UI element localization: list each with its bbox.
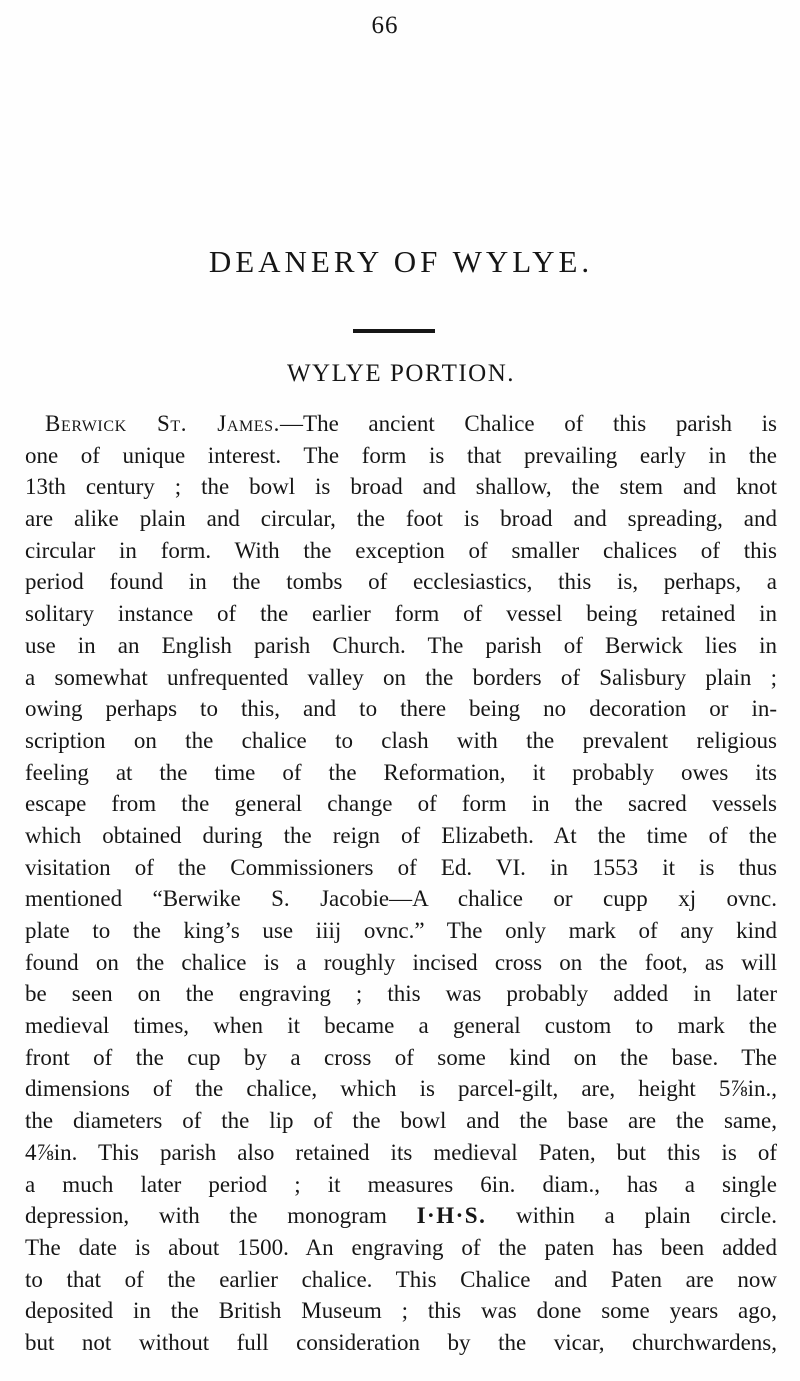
text-segment: visitation of the Commissioners of Ed. VI. in 1553 it is thus: [25, 854, 777, 880]
text-segment: the diameters of the lip of the bowl and the base are the same,: [25, 1108, 777, 1134]
text-segment: but not without full consideration by the vicar, churchwardens,: [25, 1329, 777, 1355]
text-segment: medieval times, when it became a general custom to mark the: [25, 1013, 777, 1039]
text-line: [25, 915, 777, 947]
text-line: [25, 535, 777, 567]
text-line: [25, 630, 777, 662]
text-segment: deposited in the British Museum ; this was done some years ago,: [25, 1298, 777, 1324]
text-segment: mentioned “Berwike S. Jacobie—A chalice or cupp xj ovnc.: [25, 886, 777, 912]
text-line: [25, 1073, 777, 1105]
text-line: [25, 1295, 777, 1327]
text-line: [25, 883, 777, 915]
text-segment: escape from the general change of form in the sacred vessels: [25, 791, 777, 817]
text-segment: are alike plain and circular, the foot is broad and spreading, and: [25, 506, 777, 532]
text-segment: within a plain circle.: [486, 1203, 777, 1229]
text-line: [25, 1200, 777, 1232]
text-line: [25, 757, 777, 789]
text-segment: a somewhat unfrequented valley on the borders of Salisbury plain ;: [25, 664, 777, 690]
text-line: [25, 725, 777, 757]
text-line: [25, 471, 777, 503]
text-line: [25, 408, 777, 440]
text-line: [25, 1169, 777, 1201]
text-segment: solitary instance of the earlier form of vessel being retained in: [25, 601, 777, 627]
text-line: [25, 947, 777, 979]
ihs-monogram: I·H·S.: [416, 1203, 487, 1229]
text-line: [25, 1264, 777, 1296]
text-line: [25, 1327, 777, 1359]
text-line: [25, 1232, 777, 1264]
text-segment: front of the cup by a cross of some kind on the base. The: [25, 1044, 777, 1070]
text-line: [25, 852, 777, 884]
text-line: [25, 566, 777, 598]
text-line: [25, 1042, 777, 1074]
title-divider-rule: [353, 329, 435, 333]
text-segment: owing perhaps to this, and to there being no decoration or in-: [25, 696, 777, 722]
text-line: [25, 503, 777, 535]
text-line: [25, 598, 777, 630]
section-heading: WYLYE PORTION.: [286, 360, 516, 387]
text-line: [25, 788, 777, 820]
body-text: [25, 408, 777, 1359]
text-segment: which obtained during the reign of Elizabeth. At the time of the: [25, 822, 777, 848]
text-segment: use in an English parish Church. The parish of Berwick lies in: [25, 632, 777, 658]
text-line: [25, 1137, 777, 1169]
text-segment: The date is about 1500. An engraving of the paten has been added: [25, 1234, 777, 1260]
text-segment: scription on the chalice to clash with the prevalent religious: [25, 727, 777, 753]
text-line: [25, 693, 777, 725]
text-segment: —The ancient Chalice of this parish is: [280, 411, 777, 436]
text-segment: depression, with the monogram: [25, 1203, 417, 1229]
text-segment: plate to the king’s use iiij ovnc.” The only mark of any kind: [25, 918, 777, 943]
text-segment: one of unique interest. The form is that prevailing early in the: [25, 442, 777, 468]
text-line: [25, 1105, 777, 1137]
text-segment: to that of the earlier chalice. This Chalice and Paten are now: [25, 1266, 777, 1292]
text-segment: found on the chalice is a roughly incised cross on the foot, as will: [25, 949, 777, 975]
text-line: [25, 440, 777, 472]
text-segment: 13th century ; the bowl is broad and shallow, the stem and knot: [25, 474, 777, 500]
text-segment: circular in form. With the exception of smaller chalices of this: [25, 537, 777, 563]
text-segment: feeling at the time of the Reformation, it probably owes its: [25, 759, 777, 785]
parish-name-smallcaps: Berwick St. James.: [45, 411, 281, 436]
chapter-title: DEANERY OF WYLYE.: [208, 244, 594, 279]
text-line: [25, 820, 777, 852]
text-line: [25, 1010, 777, 1042]
text-segment: period found in the tombs of ecclesiastics, this is, perhaps, a: [25, 569, 777, 595]
text-line: [25, 662, 777, 694]
page-number: 66: [371, 12, 399, 39]
text-segment: dimensions of the chalice, which is parcel-gilt, are, height 5⅞in.,: [25, 1076, 777, 1102]
text-segment: be seen on the engraving ; this was probably added in later: [25, 981, 777, 1007]
text-line: [25, 978, 777, 1010]
text-segment: a much later period ; it measures 6in. diam., has a single: [25, 1171, 777, 1197]
text-segment: 4⅞in. This parish also retained its medieval Paten, but this is of: [25, 1139, 777, 1165]
